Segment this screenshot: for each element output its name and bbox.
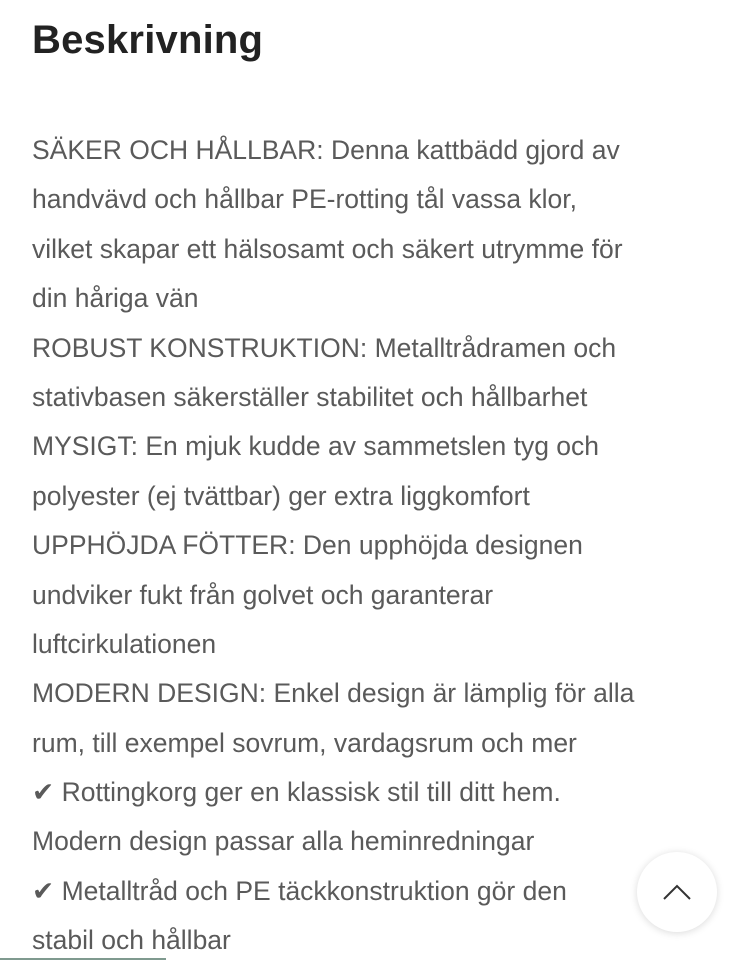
scroll-to-top-button[interactable] xyxy=(637,852,717,932)
description-line: MYSIGT: En mjuk kudde av sammetslen tyg och xyxy=(32,431,600,462)
description-line: stativbasen säkerställer stabilitet och hållbarhet xyxy=(32,381,588,412)
description-line: vilket skapar ett hälsosamt och säkert utrymme för xyxy=(32,233,623,264)
description-line: MODERN DESIGN: Enkel design är lämplig för alla xyxy=(32,678,635,709)
description-line: UPPHÖJDA FÖTTER: Den upphöjda designen xyxy=(32,530,583,561)
description-line: ✔ Rottingkorg ger en klassisk stil till ditt hem. xyxy=(32,777,561,808)
description-line: polyester (ej tvättbar) ger extra liggkomfort xyxy=(32,480,530,511)
description-line: luftcirkulationen xyxy=(32,628,217,659)
product-description xyxy=(32,126,732,966)
description-line: stabil och hållbar xyxy=(32,925,231,956)
description-line: ✔ Metalltråd och PE täckkonstruktion gör den xyxy=(32,875,567,906)
section-title: Beskrivning xyxy=(32,18,264,62)
description-line: din håriga vän xyxy=(32,283,199,314)
description-line: undviker fukt från golvet och garanterar xyxy=(32,579,494,610)
description-line: SÄKER OCH HÅLLBAR: Denna kattbädd gjord av xyxy=(32,135,620,165)
chevron-up-icon xyxy=(662,883,692,901)
description-line: rum, till exempel sovrum, vardagsrum och mer xyxy=(32,727,577,758)
description-line: handvävd och hållbar PE-rotting tål vassa klor, xyxy=(32,184,578,215)
description-line: Modern design passar alla heminredningar xyxy=(32,826,535,857)
description-line: ROBUST KONSTRUKTION: Metalltrådramen och xyxy=(32,332,617,363)
